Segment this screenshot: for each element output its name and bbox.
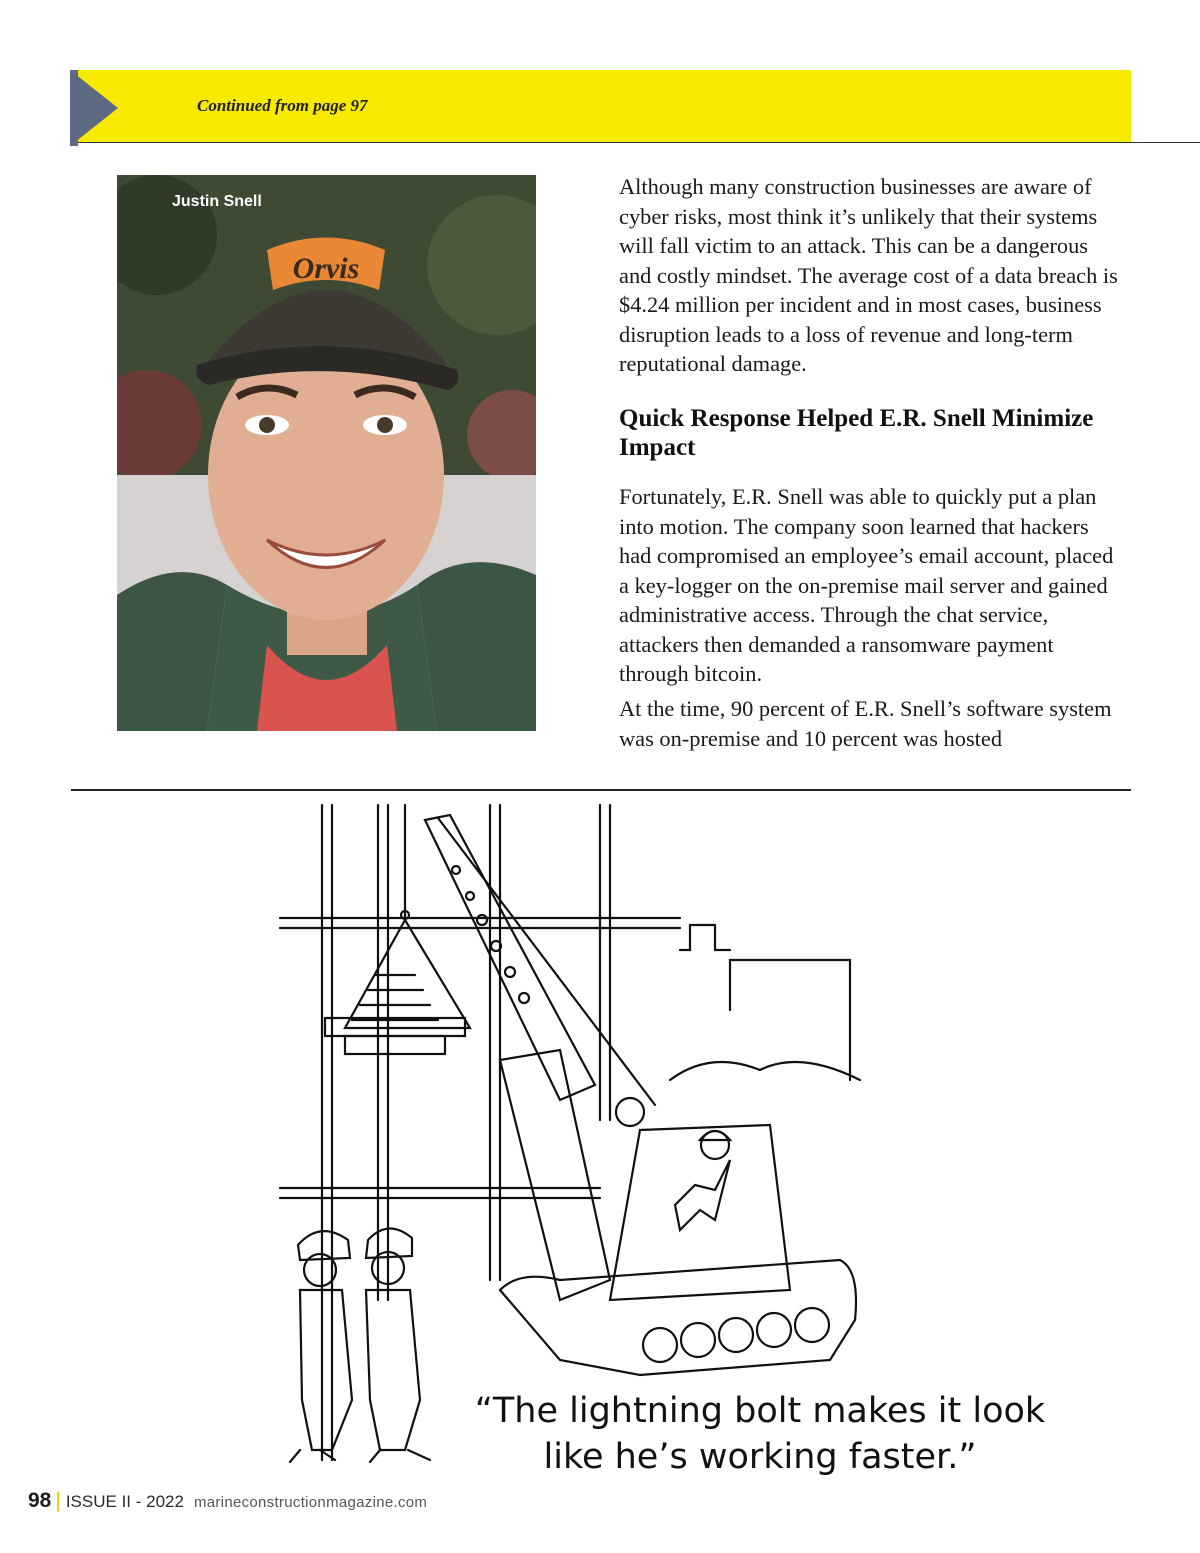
section-divider <box>71 789 1131 791</box>
article-paragraph-1 <box>619 172 1119 379</box>
caption-line-1: “The lightning bolt makes it look <box>474 1391 1046 1431</box>
article-paragraph-3 <box>619 694 1119 753</box>
cartoon-caption <box>440 1388 1080 1480</box>
paragraph-text: At the time, 90 percent of E.R. Snell’s software system was on-premise and 10 percent was hosted <box>619 696 1112 751</box>
issue-label: ISSUE II - 2022 <box>65 1492 184 1511</box>
continued-from-label: Continued from page 97 <box>197 96 368 115</box>
page-number: 98 <box>28 1489 52 1512</box>
banner-rule <box>78 142 1200 143</box>
footer-separator: | <box>55 1489 61 1512</box>
article-paragraph-2 <box>619 482 1119 689</box>
page-footer <box>28 1489 427 1513</box>
article-subheading: Quick Response Helped E.R. Snell Minimize Impact <box>619 405 1094 461</box>
paragraph-text: Fortunately, E.R. Snell was able to quickly put a plan into motion. The company soon learned that hackers had compromised an employee’s email account, placed a key-logger on the on-premise mail server and gained administrative access. Through the chat service, attackers then demanded a ransomware payment through bitcoin. <box>619 484 1114 686</box>
photo-caption: Justin Snell <box>172 193 262 210</box>
cap-logo-text: Orvis <box>292 252 360 285</box>
paragraph-text: Although many construction businesses are aware of cyber risks, most think it’s unlikely that their systems will fall victim to an attack. This can be a dangerous and costly mindset. The average cost of a data breach is $4.24 million per incident and in most cases, business disruption leads to a loss of revenue and long-term reputational damage. <box>619 174 1118 376</box>
portrait-illustration <box>117 175 536 731</box>
portrait-photo <box>117 175 536 731</box>
crane-cartoon <box>260 800 960 1480</box>
website-link[interactable]: marineconstructionmagazine.com <box>193 1494 428 1511</box>
banner-arrow-icon <box>70 70 118 146</box>
caption-line-2: like he’s working faster.” <box>543 1437 977 1477</box>
